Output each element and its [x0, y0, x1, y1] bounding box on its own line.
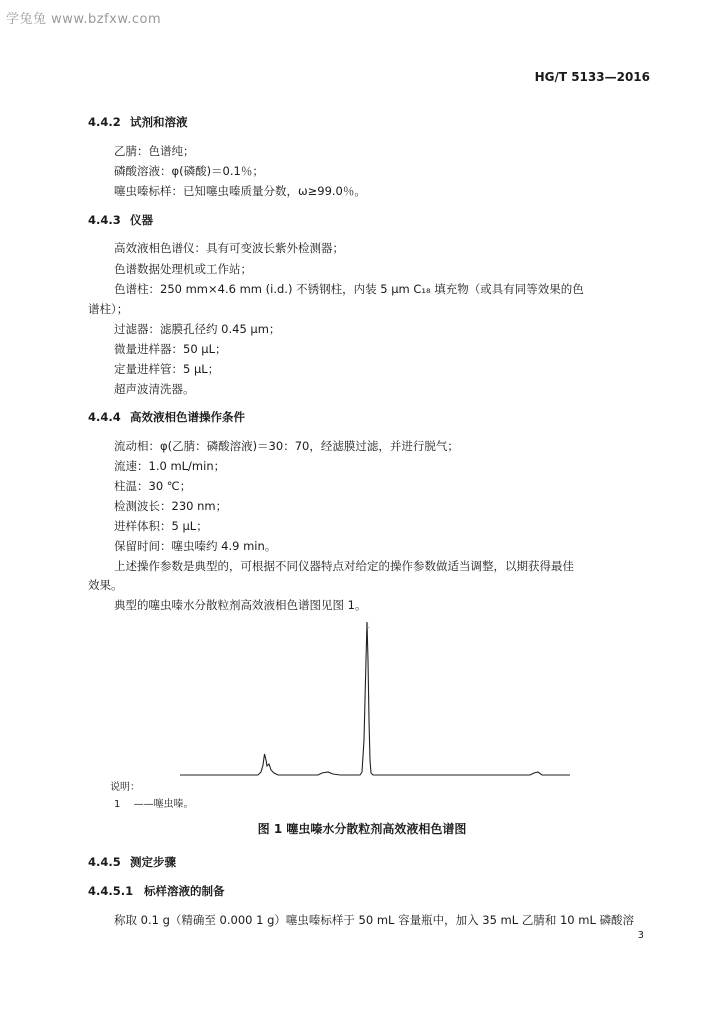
- section-4-4-5-heading: [88, 854, 176, 870]
- instrument-line: 色谱数据处理机或工作站；: [114, 262, 252, 276]
- figure-caption: 图 1 噻虫嗪水分散粒剂高效液相色谱图: [257, 822, 467, 836]
- page-number: 3: [637, 930, 644, 941]
- section-number: 4.4.5.1: [88, 884, 134, 898]
- section-number: 4.4.4: [88, 410, 121, 424]
- standard-code: HG/T 5133—2016: [534, 70, 650, 84]
- instrument-line: 过滤器：滤膜孔径约 0.45 μm；: [114, 322, 281, 336]
- legend-text: ——噻虫嗪。: [133, 799, 194, 810]
- instrument-line: 定量进样管：5 μL；: [114, 362, 220, 376]
- condition-line: 保留时间：噻虫嗪约 4.9 min。: [114, 539, 277, 553]
- instrument-line: 高效液相色谱仪：具有可变波长紫外检测器；: [114, 241, 344, 255]
- instrument-line: 谱柱）；: [88, 302, 129, 316]
- section-number: 4.4.2: [88, 115, 121, 129]
- section-title: 试剂和溶液: [130, 115, 188, 129]
- condition-line: 流动相：φ(乙腈：磷酸溶液)＝30：70，经滤膜过滤，并进行脱气；: [114, 439, 459, 453]
- condition-line: 上述操作参数是典型的，可根据不同仪器特点对给定的操作参数做适当调整，以期获得最佳: [114, 559, 574, 573]
- section-title: 测定步骤: [130, 855, 176, 869]
- section-4-4-5-1-heading: [88, 883, 225, 899]
- section-number: 4.4.5: [88, 855, 121, 869]
- legend-number: 1: [114, 799, 121, 810]
- condition-line: 柱温：30 ℃；: [114, 479, 192, 493]
- figure-note-label: 说明：: [110, 782, 140, 793]
- reagent-line: 磷酸溶液：φ(磷酸)＝0.1％；: [114, 164, 264, 178]
- condition-line: 典型的噻虫嗪水分散粒剂高效液相色谱图见图 1。: [114, 598, 367, 612]
- chromatogram-trace: [180, 622, 570, 775]
- peak-label: 1: [365, 621, 371, 630]
- reagent-line: 噻虫嗪标样：已知噻虫嗪质量分数，ω≥99.0％。: [114, 184, 366, 198]
- section-title: 标样溶液的制备: [144, 884, 225, 898]
- section-title: 高效液相色谱操作条件: [130, 410, 245, 424]
- instrument-line: 超声波清洗器。: [114, 382, 195, 396]
- condition-line: 流速：1.0 mL/min；: [114, 459, 226, 473]
- figure-legend: [114, 797, 194, 813]
- condition-line: 进样体积：5 μL；: [114, 519, 208, 533]
- section-number: 4.4.3: [88, 213, 121, 227]
- condition-line: 检测波长：230 nm；: [114, 499, 228, 513]
- section-title: 仪器: [130, 213, 153, 227]
- procedure-line: 称取 0.1 g（精确至 0.000 1 g）噻虫嗪标样于 50 mL 容量瓶中，加入 35 mL 乙腈和 10 mL 磷酸溶: [114, 913, 635, 927]
- instrument-line: 微量进样器：50 μL；: [114, 342, 227, 356]
- instrument-line: 色谱柱：250 mm×4.6 mm (i.d.) 不锈钢柱，内装 5 μm C₁₈ 填充物（或具有同等效果的色: [114, 282, 584, 296]
- reagent-line: 乙腈：色谱纯；: [114, 144, 195, 158]
- watermark: 学兔兔 www.bzfxw.com: [6, 12, 162, 27]
- condition-line: 效果。: [88, 578, 123, 592]
